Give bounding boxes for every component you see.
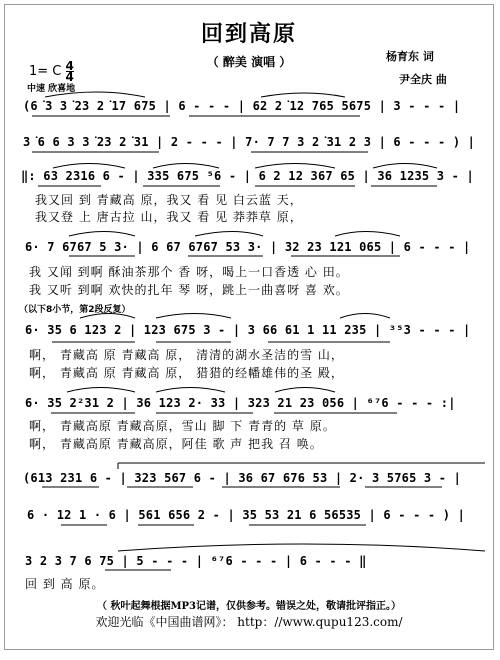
lyricist-credit: 杨育东 词 (386, 50, 434, 63)
notation-line-8: 6 · 12 1 · 6 | 561 656 2 - | 35 53 21 6 56535 | 6 - - - ) | (27, 508, 466, 522)
notation-line-1: (6͘3 3͘23 2͘17 675 | 6 - - - | 62 2͘12 765 5675 | 3 - - - | (23, 99, 461, 113)
key-signature-text: 1= C (29, 64, 62, 79)
lyric-line-4: 我 又听 到啊 欢快的扎年 琴 呀，跳上一曲喜呀 喜 欢。 (29, 283, 349, 297)
lyric-line-5: 啊， 青藏高 原 青藏高 原， 清清的湖水圣洁的雪 山， (29, 348, 344, 362)
notation-line-3: ‖: 63 2316 6 - | 335 675 ⁵6 - | 6 2 12 367 65 | 36 1235 3 - | (21, 169, 474, 183)
repeat-note: （以下8小节，第2段反复） (19, 305, 131, 315)
notation-line-6: 6· 35 2²31 2 | 36 123 2· 33 | 323 21 23 056 | ⁶⁷6 - - - :| (25, 396, 456, 410)
tempo-marking: 中速 欣喜地 (27, 84, 76, 94)
lyric-line-3: 我 又闻 到啊 酥油茶那个 香 呀，喝上一口香透 心 田。 (29, 265, 349, 279)
transcriber-disclaimer: （ 秋叶起舞根据MP3记谱，仅供参考。错误之处，敬请批评指正。） (96, 601, 402, 612)
lyric-line-7: 啊， 青藏高原 青藏高原，雪山 脚 下 青青的 草 原。 (29, 419, 336, 433)
notation-line-4: 6· 7 6767 5 3· | 6 67 6767 53 3· | 32 23 121 065 | 6 - - - | (25, 240, 471, 254)
lyric-line-2: 我又登 上 唐古拉 山，我又 看 见 莽莽草 原， (35, 210, 303, 224)
performer-subtitle: （ 醉美 演唱 ） (206, 55, 292, 69)
time-signature-top: 4 (65, 59, 74, 73)
lyric-line-6: 啊， 青藏高 原 青藏高 原， 猎猎的经幡雄伟的圣 殿， (29, 366, 344, 380)
notation-line-2: 3͘6 6 3 3͘23 2͘31 | 2 - - - | 7· 7 7 3 2͘31 2 3 | 6 - - - ) | (23, 135, 476, 149)
lyric-line-9: 回 到 高 原。 (25, 577, 105, 591)
score-sheet (4, 4, 494, 650)
time-signature-bottom: 4 (65, 70, 74, 84)
lyric-line-1: 我又回 到 青藏高 原，我又 看 见 白云蓝 天， (35, 193, 303, 207)
lyric-line-8: 啊， 青藏高原 青藏高原，阿佳 歌 声 把我 召 唤。 (29, 437, 323, 451)
notation-line-7: (613 231 6 - | 323 567 6 - | 36 67 676 53 | 2· 3 5765 3 - | (23, 471, 462, 485)
song-title: 回到高原 (200, 21, 297, 47)
website-welcome: 欢迎光临《中国曲谱网》： http：//www.qupu123.com/ (95, 615, 403, 629)
notation-line-5: 6· 35 6 123 2 | 123 675 3 - | 3 66 61 1 11 235 | ³⁵3 - - - | (25, 323, 471, 337)
composer-credit: 尹全庆 曲 (399, 73, 447, 86)
notation-line-9: 3 2 3 7 6 75 | 5 - - - | ⁶⁷6 - - - | 6 - - - ‖ (25, 554, 367, 568)
